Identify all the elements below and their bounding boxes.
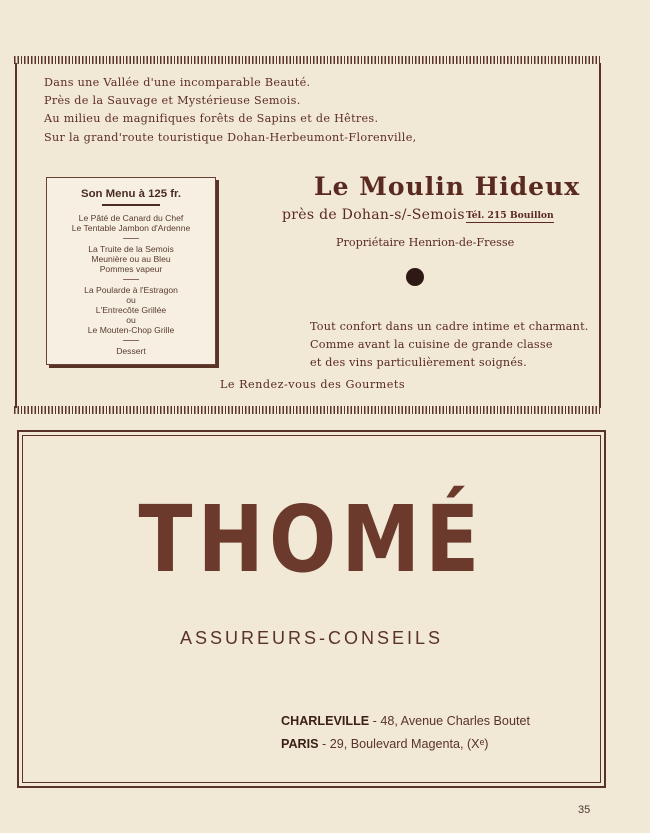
menu-item: Pommes vapeur — [99, 264, 163, 274]
intro-line: Au milieu de magnifiques forêts de Sapins et de Hêtres. — [44, 112, 379, 126]
menu-title: Son Menu à 125 fr. — [80, 188, 181, 200]
right-frame-rule — [599, 63, 601, 408]
decorative-dot-icon — [406, 268, 424, 286]
feature-line: Tout confort dans un cadre intime et charmant. — [310, 320, 589, 333]
address-city: CHARLEVILLE — [281, 714, 370, 728]
left-frame-rule — [15, 63, 17, 408]
menu-card — [46, 177, 216, 365]
menu-separator — [123, 340, 139, 341]
feature-line: Comme avant la cuisine de grande classe — [310, 338, 553, 351]
menu-item: Le Mouten-Chop Grille — [87, 325, 175, 335]
intro-line: Près de la Sauvage et Mystérieuse Semois. — [44, 94, 301, 108]
menu-item: Le Tentable Jambon d'Ardenne — [71, 223, 191, 233]
feature-line: et des vins particulièrement soignés. — [310, 356, 527, 369]
brand-subtitle: ASSUREURS-CONSEILS — [179, 628, 444, 648]
menu-item: Meunière ou au Bleu — [91, 254, 171, 264]
menu-separator — [123, 279, 139, 280]
intro-line: Sur la grand'route touristique Dohan-Herbeumont-Florenville, — [44, 130, 417, 144]
brand-logo: THOMÉ — [138, 486, 485, 593]
address-city: PARIS — [281, 737, 319, 751]
menu-item: Le Pâté de Canard du Chef — [78, 213, 184, 223]
address-detail: - 48, Avenue Charles Boutet — [369, 714, 530, 728]
restaurant-features — [310, 318, 589, 372]
menu-item: Dessert — [116, 346, 146, 356]
menu-separator — [123, 238, 139, 239]
restaurant-owner: Propriétaire Henrion-de-Fresse — [336, 236, 515, 249]
bottom-decorative-border — [14, 406, 602, 414]
restaurant-location: près de Dohan-s/-Semois — [282, 207, 465, 223]
menu-group-mains — [47, 285, 215, 335]
menu-item: ou — [126, 315, 136, 325]
moulin-hideux-advertisement — [14, 56, 602, 416]
page-number: 35 — [578, 804, 591, 816]
menu-item: La Truite de la Semois — [88, 244, 174, 254]
address-detail: - 29, Boulevard Magenta, (Xᵉ) — [318, 737, 489, 751]
intro-text — [44, 74, 416, 147]
menu-item: L'Entrecôte Grillée — [95, 305, 167, 315]
menu-item: La Poularde à l'Estragon — [84, 285, 178, 295]
menu-title-rule — [102, 204, 160, 206]
menu-group-dessert — [47, 346, 215, 356]
intro-line: Dans une Vallée d'une incomparable Beauté. — [44, 76, 311, 89]
menu-group-fish — [47, 244, 215, 274]
restaurant-name: Le Moulin Hideux — [314, 172, 581, 201]
top-decorative-border — [14, 56, 602, 64]
address-charleville — [281, 714, 530, 728]
menu-group-starters — [47, 213, 215, 233]
menu-item: ou — [126, 295, 136, 305]
address-paris — [281, 737, 488, 751]
restaurant-tagline: Le Rendez-vous des Gourmets — [220, 378, 406, 391]
restaurant-telephone: Tél. 215 Bouillon — [466, 210, 554, 221]
thome-advertisement — [17, 430, 606, 788]
